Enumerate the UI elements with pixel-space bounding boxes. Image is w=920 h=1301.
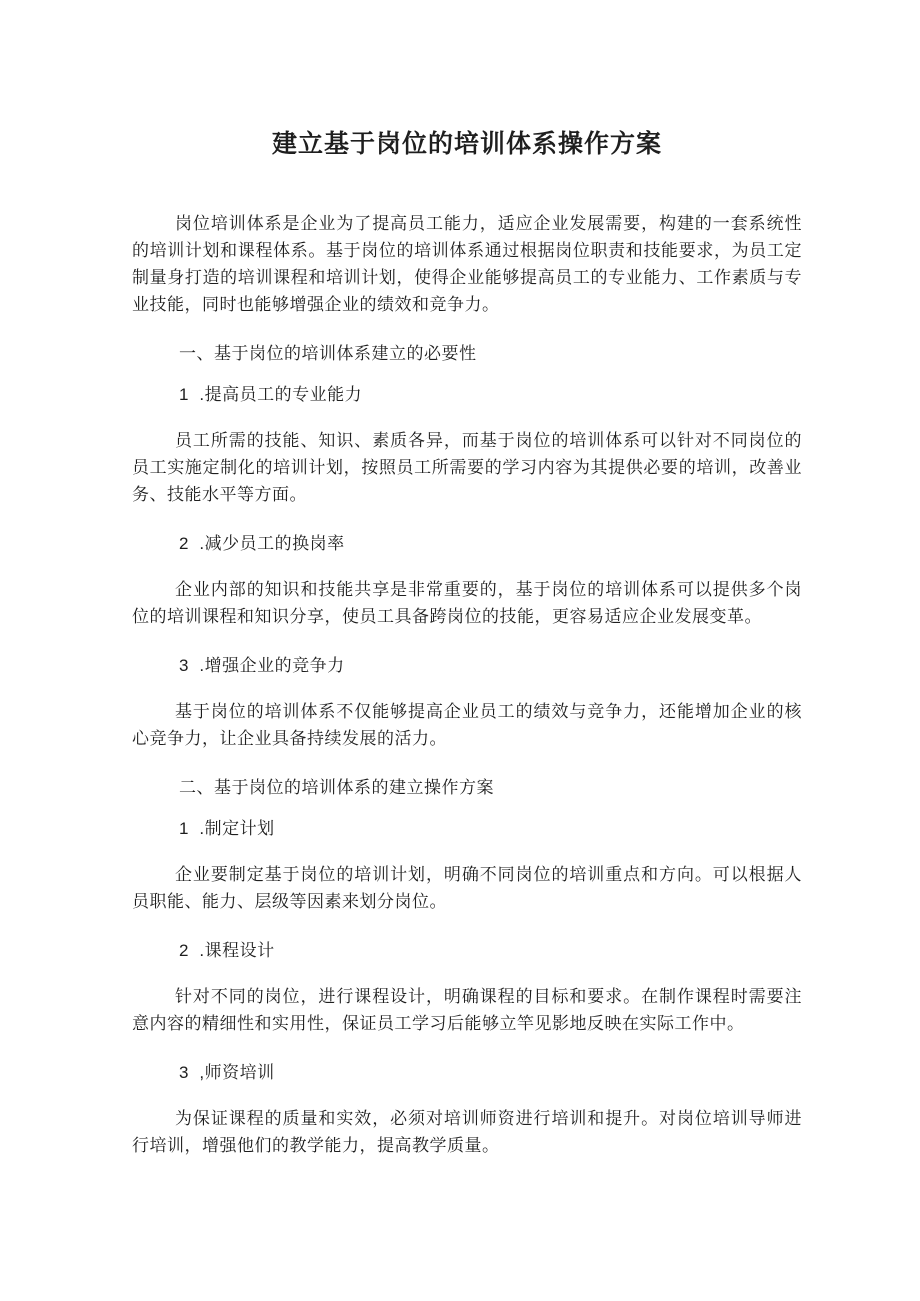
document-title: 建立基于岗位的培训体系操作方案 <box>271 130 662 158</box>
section-1-sub-1-paragraph: 员工所需的技能、知识、素质各异，而基于岗位的培训体系可以针对不同岗位的员工实施定制化的培训计划，按照员工所需要的学习内容为其提供必要的培训，改善业务、技能水平等方面。 <box>132 431 802 504</box>
section-1-sub-2-paragraph: 企业内部的知识和技能共享是非常重要的，基于岗位的培训体系可以提供多个岗位的培训课程和知识分享，使员工具备跨岗位的技能，更容易适应企业发展变革。 <box>132 580 802 626</box>
section-2-sub-1-paragraph: 企业要制定基于岗位的培训计划，明确不同岗位的培训重点和方向。可以根据人员职能、能力、层级等因素来划分岗位。 <box>132 865 802 911</box>
section-2-sub-1-heading: 1 .制定计划 <box>179 819 275 838</box>
section-2-sub-2-heading: 2 .课程设计 <box>179 941 275 960</box>
section-2-sub-3-paragraph: 为保证课程的质量和实效，必须对培训师资进行培训和提升。对岗位培训导师进行培训，增强他们的教学能力，提高教学质量。 <box>132 1109 802 1155</box>
section-1-sub-3-heading: 3 .增强企业的竞争力 <box>179 656 345 675</box>
section-1-heading: 一、基于岗位的培训体系建立的必要性 <box>179 344 477 363</box>
section-2-sub-3-heading: 3 ,师资培训 <box>179 1063 275 1082</box>
intro-paragraph: 岗位培训体系是企业为了提高员工能力，适应企业发展需要，构建的一套系统性的培训计划和课程体系。基于岗位的培训体系通过根据岗位职责和技能要求，为员工定制量身打造的培训课程和培训计划，使得企业能够提高员工的专业能力、工作素质与专业技能，同时也能够增强企业的绩效和竞争力。 <box>132 214 802 314</box>
section-1-sub-3-paragraph: 基于岗位的培训体系不仅能够提高企业员工的绩效与竞争力，还能增加企业的核心竞争力，让企业具备持续发展的活力。 <box>132 702 802 748</box>
section-2-sub-2-paragraph: 针对不同的岗位，进行课程设计，明确课程的目标和要求。在制作课程时需要注意内容的精细性和实用性，保证员工学习后能够立竿见影地反映在实际工作中。 <box>132 987 802 1033</box>
section-2-heading: 二、基于岗位的培训体系的建立操作方案 <box>179 778 494 797</box>
section-1-sub-1-heading: 1 .提高员工的专业能力 <box>179 385 363 404</box>
section-1-sub-2-heading: 2 .减少员工的换岗率 <box>179 534 345 553</box>
